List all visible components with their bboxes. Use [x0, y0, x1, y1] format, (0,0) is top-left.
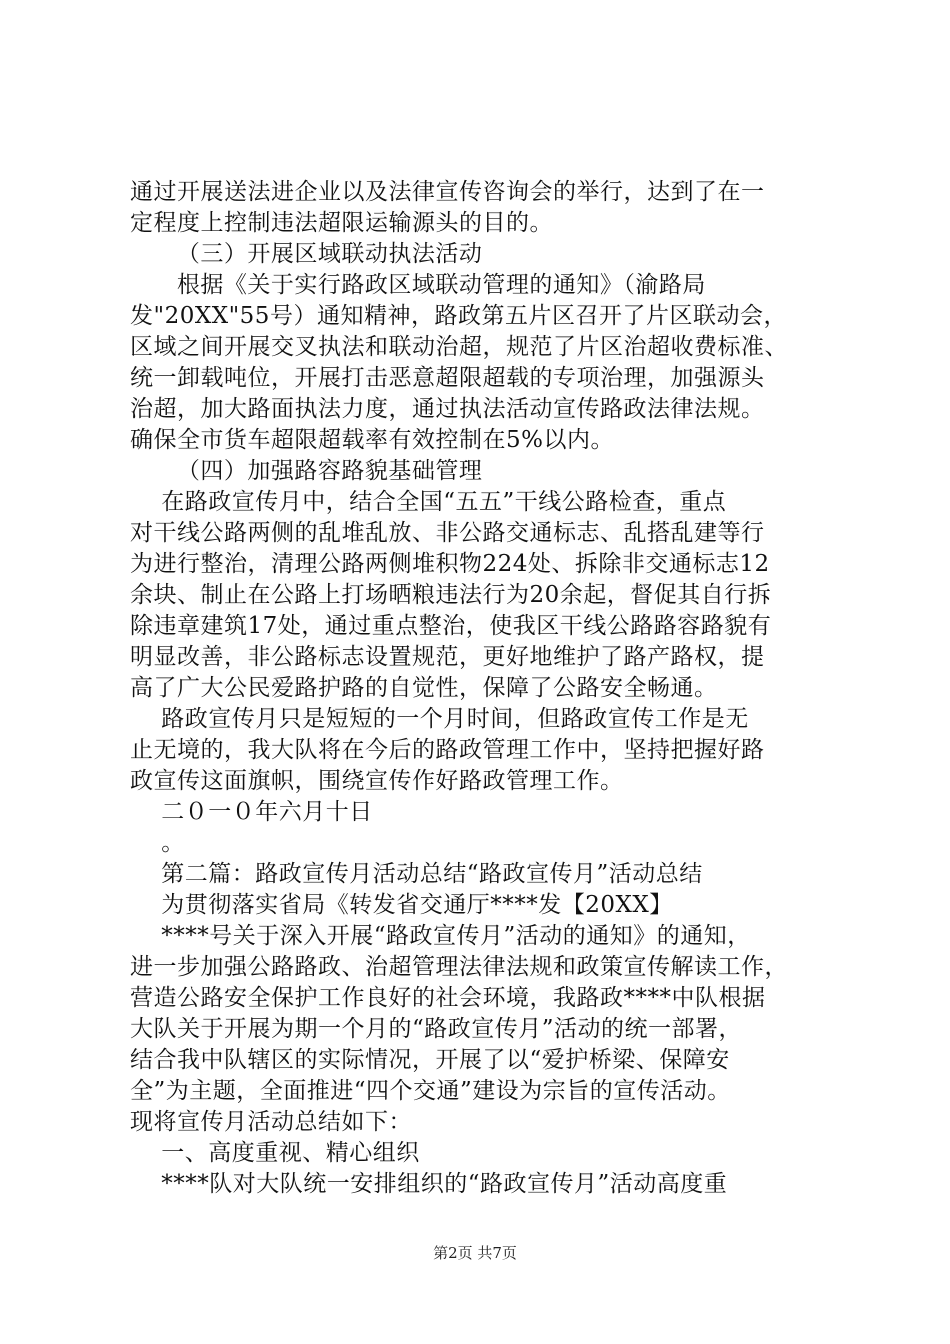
text-line: 明显改善，非公路标志设置规范，更好地维护了路产路权，提 — [130, 644, 765, 670]
text-line: 。 — [130, 830, 185, 856]
text-line: 治超，加大路面执法力度，通过执法活动宣传路政法律法规。 — [130, 396, 765, 422]
text-line: 定程度上控制违法超限运输源头的目的。 — [130, 210, 553, 236]
text-line: ****队对大队统一安排组织的“路政宣传月”活动高度重 — [130, 1171, 728, 1197]
text-line: 进一步加强公路路政、治超管理法律法规和政策宣传解读工作， — [130, 954, 788, 980]
text-line: 根据《关于实行路政区域联动管理的通知》（渝路局 — [130, 272, 706, 298]
text-line: （四）加强路容路貌基础管理 — [130, 458, 483, 484]
text-line: 现将宣传月活动总结如下： — [130, 1109, 412, 1135]
text-line: 第二篇：路政宣传月活动总结“路政宣传月”活动总结 — [130, 861, 703, 887]
page-footer — [0, 1243, 950, 1263]
page-indicator: 第2页 共7页 — [433, 1244, 517, 1262]
text-line: 对干线公路两侧的乱堆乱放、非公路交通标志、乱搭乱建等行 — [130, 520, 765, 546]
text-line: 全”为主题，全面推进“四个交通”建设为宗旨的宣传活动。 — [130, 1078, 731, 1104]
text-line: 政宣传这面旗帜，围绕宣传作好路政管理工作。 — [130, 768, 624, 794]
text-line: 止无境的，我大队将在今后的路政管理工作中，坚持把握好路 — [130, 737, 765, 763]
text-line: 大队关于开展为期一个月的“路政宣传月”活动的统一部署， — [130, 1016, 743, 1042]
text-line: 在路政宣传月中，结合全国“五五”干线公路检查，重点 — [130, 489, 727, 515]
text-line: （三）开展区域联动执法活动 — [130, 241, 483, 267]
document-body — [130, 177, 830, 1200]
text-line: 通过开展送法进企业以及法律宣传咨询会的举行，达到了在一 — [130, 179, 765, 205]
text-line: 余块、制止在公路上打场晒粮违法行为20余起，督促其自行拆 — [130, 582, 772, 608]
text-line: 为进行整治，清理公路两侧堆积物224处、拆除非交通标志12 — [130, 551, 770, 577]
text-line: 二０一０年六月十日 — [130, 799, 373, 825]
text-line: ****号关于深入开展“路政宣传月”活动的通知》的通知， — [130, 923, 751, 949]
text-line: 路政宣传月只是短短的一个月时间，但路政宣传工作是无 — [130, 706, 749, 732]
text-line: 为贯彻落实省局《转发省交通厅****发【20XX】 — [130, 892, 673, 918]
text-line: 一、高度重视、精心组织 — [130, 1140, 420, 1166]
text-line: 发"20XX"55号）通知精神，路政第五片区召开了片区联动会， — [130, 303, 787, 329]
text-line: 确保全市货车超限超载率有效控制在5%以内。 — [130, 427, 614, 453]
text-line: 营造公路安全保护工作良好的社会环境，我路政****中队根据 — [130, 985, 766, 1011]
text-line: 区域之间开展交叉执法和联动治超，规范了片区治超收费标准、 — [130, 334, 788, 360]
text-line: 统一卸载吨位，开展打击恶意超限超载的专项治理，加强源头 — [130, 365, 765, 391]
text-line: 除违章建筑17处，通过重点整治，使我区干线公路路容路貌有 — [130, 613, 772, 639]
text-line: 高了广大公民爱路护路的自觉性，保障了公路安全畅通。 — [130, 675, 718, 701]
text-line: 结合我中队辖区的实际情况，开展了以“爱护桥梁、保障安 — [130, 1047, 730, 1073]
